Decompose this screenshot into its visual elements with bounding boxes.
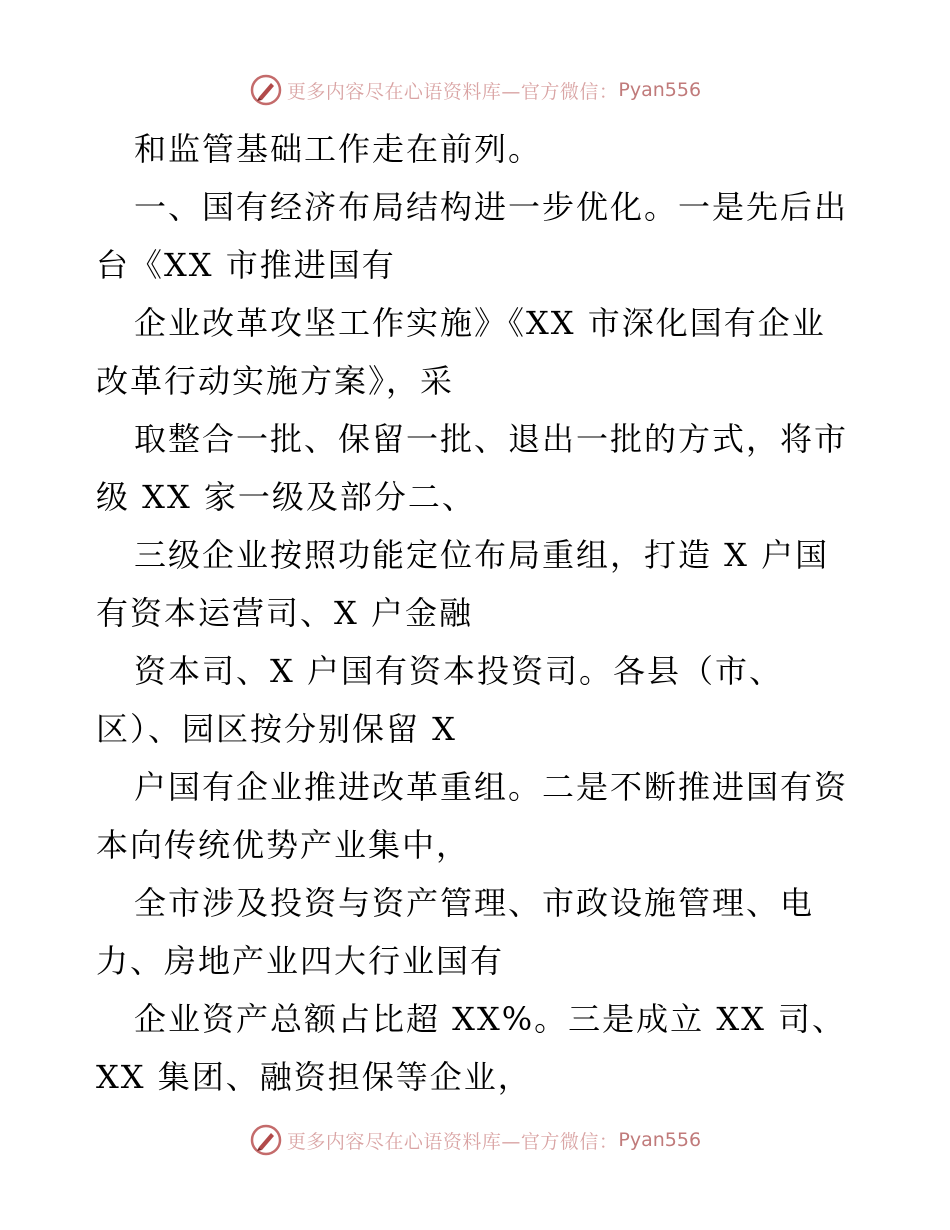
text-line: 全市涉及投资与资产管理、市政设施管理、电 — [134, 884, 815, 922]
text-line: 级 XX 家一级及部分二、 — [96, 478, 476, 516]
watermark-wechat-id: Pyan556 — [618, 1129, 702, 1151]
text-line: 台《XX 市推进国有 — [96, 246, 396, 284]
text-line: 三级企业按照功能定位布局重组，打造 X 户国 — [134, 536, 830, 574]
text-line: 一、国有经济布局结构进一步优化。一是先后出 — [134, 188, 849, 226]
text-line: 企业改革攻坚工作实施》《XX 市深化国有企业 — [134, 304, 826, 342]
text-line: 区）、园区按分别保留 X — [96, 710, 457, 748]
pen-circle-logo-icon — [249, 1123, 283, 1157]
text-line: 取整合一批、保留一批、退出一批的方式，将市 — [134, 420, 849, 458]
watermark-text: 更多内容尽在心语资料库—官方微信： — [286, 80, 619, 103]
text-line: 和监管基础工作走在前列。 — [134, 130, 543, 168]
watermark-footer — [0, 1120, 950, 1160]
text-line: 资本司、X 户国有资本投资司。各县（市、 — [134, 652, 783, 690]
text-line: 户国有企业推进改革重组。二是不断推进国有资 — [134, 768, 849, 806]
document-body — [96, 120, 856, 1106]
text-line: 本向传统优势产业集中， — [96, 826, 471, 864]
watermark-text: 更多内容尽在心语资料库—官方微信： — [286, 1130, 619, 1153]
watermark-wechat-id: Pyan556 — [618, 79, 702, 101]
pen-circle-logo-icon — [249, 73, 283, 107]
text-line: 改革行动实施方案》，采 — [96, 362, 455, 400]
text-line: 力、房地产业四大行业国有 — [96, 942, 505, 980]
watermark-header — [0, 70, 950, 110]
text-line: 企业资产总额占比超 XX%。三是成立 XX 司、 — [134, 1000, 847, 1038]
text-line: 有资本运营司、X 户金融 — [96, 594, 473, 632]
text-line: XX 集团、融资担保等企业， — [96, 1058, 532, 1096]
